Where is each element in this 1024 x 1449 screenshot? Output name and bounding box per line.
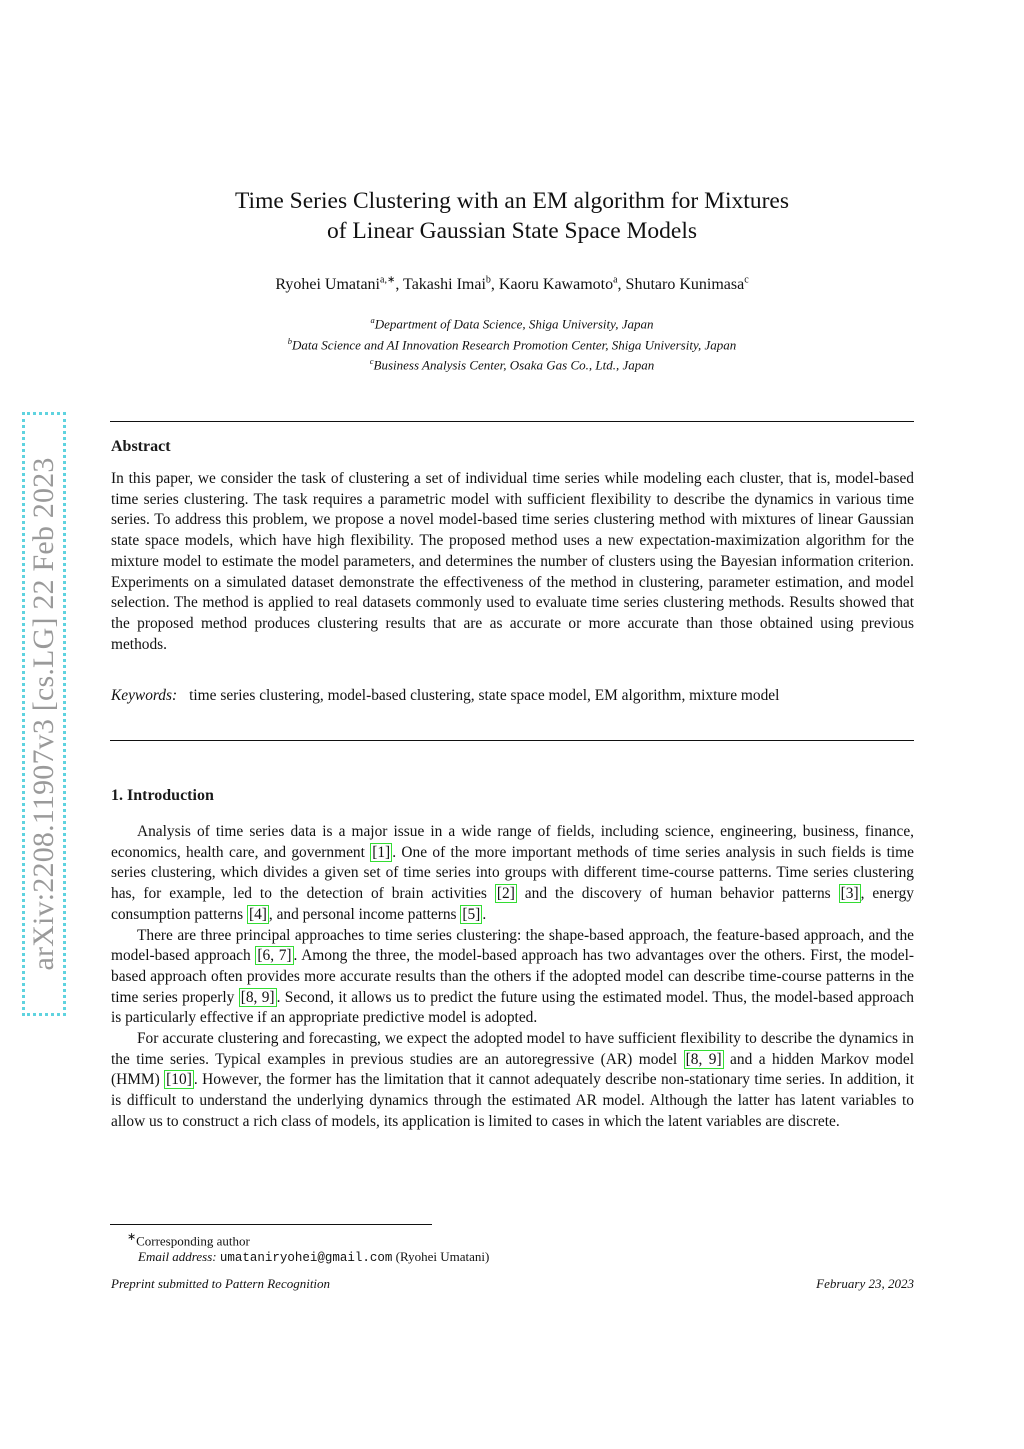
- intro-paragraph: [111, 822, 914, 926]
- email-owner: (Ryohei Umatani): [395, 1249, 490, 1265]
- keywords-text: time series clustering, model-based clustering, state space model, EM algorithm, mixture model: [189, 687, 780, 704]
- author: [626, 276, 749, 293]
- author-affil-mark[interactable]: a,∗: [380, 275, 396, 286]
- footnote-rule: [110, 1224, 432, 1225]
- author: Kaoru Kawamoto$^a$,: [498, 275, 626, 294]
- abstract-heading: Abstract: [111, 438, 171, 455]
- intro-paragraph: [111, 926, 914, 1030]
- footnote: [111, 1229, 911, 1266]
- intro-text: . Among the three, the model-based approach has two advantages over the others. First, the model-based approach often provides more accurate results than the others if the adopted model can describe time-course patterns in the time series properly: [111, 947, 914, 1006]
- citation-link[interactable]: [5]: [462, 905, 481, 923]
- affiliation-list: [100, 312, 924, 374]
- affiliation: $^c$Business Analysis Center, Osaka Gas Co., Ltd., Japan: [369, 356, 655, 373]
- abstract-text: In this paper, we consider the task of clustering a set of individual time series while modeling each cluster, that is, model-based time series clustering. The task requires a parametric model with sufficient flexibility to describe the dynamics in various time series. To address this problem, we propose a novel model-based time series clustering method with mixtures of linear Gaussian state space models, which have high flexibility. The proposed method uses a new expectation-maximization algorithm for the mixture model to estimate the model parameters, and determines the number of clusters using the Bayesian information criterion. Experiments on a simulated dataset demonstrate the effectiveness of the method in clustering, parameter estimation, and model selection. The method is applied to real datasets commonly used to evaluate time series clustering methods. Results showed that the proposed method produces clustering results that are as accurate or more accurate than those obtained using previous methods.: [111, 470, 914, 653]
- preprint-date: February 23, 2023: [816, 1276, 914, 1291]
- intro-text: . One of the more important methods of time series analysis in such fields is time series clustering, which divides a given set of time series into groups with different time-course patterns. Time series clustering has, for example, led to the detection of brain activities: [111, 843, 914, 903]
- intro-text: Analysis of time series data is a major issue in a wide range of fields, including science, engineering, business, finance, economics, health care, and government: [111, 823, 914, 861]
- citation-link[interactable]: [2]: [496, 885, 515, 903]
- citation-link[interactable]: [1]: [372, 843, 391, 861]
- email-note: [111, 1249, 911, 1266]
- author-name: Kaoru Kawamoto: [498, 276, 614, 294]
- intro-text: . Second, it allows us to predict the future using the estimated model. Thus, the model-based approach is particularly effective if an appropriate predictive model is adopted.: [111, 988, 914, 1027]
- citation-link[interactable]: [8, 9]: [685, 1050, 722, 1068]
- citation-link[interactable]: [3]: [840, 885, 859, 903]
- author: Takashi Imai$^b$,: [403, 275, 499, 294]
- introduction-body: [111, 822, 914, 1133]
- author-affil-mark[interactable]: c: [744, 275, 749, 286]
- intro-text: For accurate clustering and forecasting, we expect the adopted model to have sufficient flexibility to describe the dynamics in the time series. Typical examples in previous studies are an autoregressive (AR) model: [111, 1030, 914, 1068]
- intro-text: .: [482, 905, 487, 923]
- abstract-bottom-rule: [110, 740, 914, 741]
- preprint-note: Preprint submitted to Pattern Recognition: [111, 1276, 331, 1291]
- intro-text: and a hidden Markov model (HMM): [111, 1050, 914, 1089]
- citation-link[interactable]: [8, 9]: [240, 988, 275, 1006]
- citation-link[interactable]: [10]: [166, 1071, 192, 1089]
- title-line-1: Time Series Clustering with an EM algorithm for Mixtures: [235, 188, 789, 214]
- affiliation: $^b$Data Science and AI Innovation Research Promotion Center, Shiga University, Japan: [287, 335, 737, 352]
- intro-text: , energy consumption patterns: [111, 885, 914, 923]
- keywords-label: Keywords:: [111, 687, 178, 704]
- intro-text: . However, the former has the limitation that it cannot adequately describe non-stationary time series. In addition, it is difficult to understand the underlying dynamics through the estimated AR model. Although the latter has latent variables to allow us to construct a rich class of models, its application is limited to cases in which the latent variables are discrete.: [111, 1071, 914, 1130]
- title-line-2: of Linear Gaussian State Space Models: [326, 218, 698, 244]
- author-name: Ryohei Umatani: [275, 276, 380, 294]
- citation-link[interactable]: [4]: [248, 905, 267, 923]
- author-name: Shutaro Kunimasa: [625, 276, 745, 294]
- author: Ryohei Umatani$^{a,∗}$,: [275, 275, 404, 294]
- section-heading-introduction: 1. Introduction: [111, 787, 214, 804]
- paper-title: [150, 186, 874, 246]
- abstract-top-rule: [110, 421, 914, 422]
- intro-text: There are three principal approaches to time series clustering: the shape-based approach, the feature-based approach, and the model-based approach: [111, 926, 914, 965]
- intro-text: , and personal income patterns: [268, 905, 461, 923]
- author-affil-mark[interactable]: a: [613, 275, 618, 286]
- intro-text: and the discovery of human behavior patterns: [516, 885, 839, 903]
- email-label: Email address:: [138, 1249, 217, 1265]
- intro-paragraph: [111, 1029, 914, 1133]
- keywords: [111, 686, 914, 707]
- author-name: Takashi Imai: [403, 276, 486, 294]
- arxiv-identifier[interactable]: arXiv:2208.11907v3 [cs.LG] 22 Feb 2023: [27, 457, 60, 971]
- affiliation: $^a$Department of Data Science, Shiga University, Japan: [370, 315, 654, 332]
- author-affil-mark[interactable]: b: [485, 275, 491, 286]
- author-list: [100, 275, 924, 294]
- corresponding-author-note: ∗Corresponding author: [127, 1231, 250, 1249]
- email-address[interactable]: umataniryohei@gmail.com: [219, 1251, 393, 1266]
- citation-link[interactable]: [6, 7]: [257, 947, 292, 965]
